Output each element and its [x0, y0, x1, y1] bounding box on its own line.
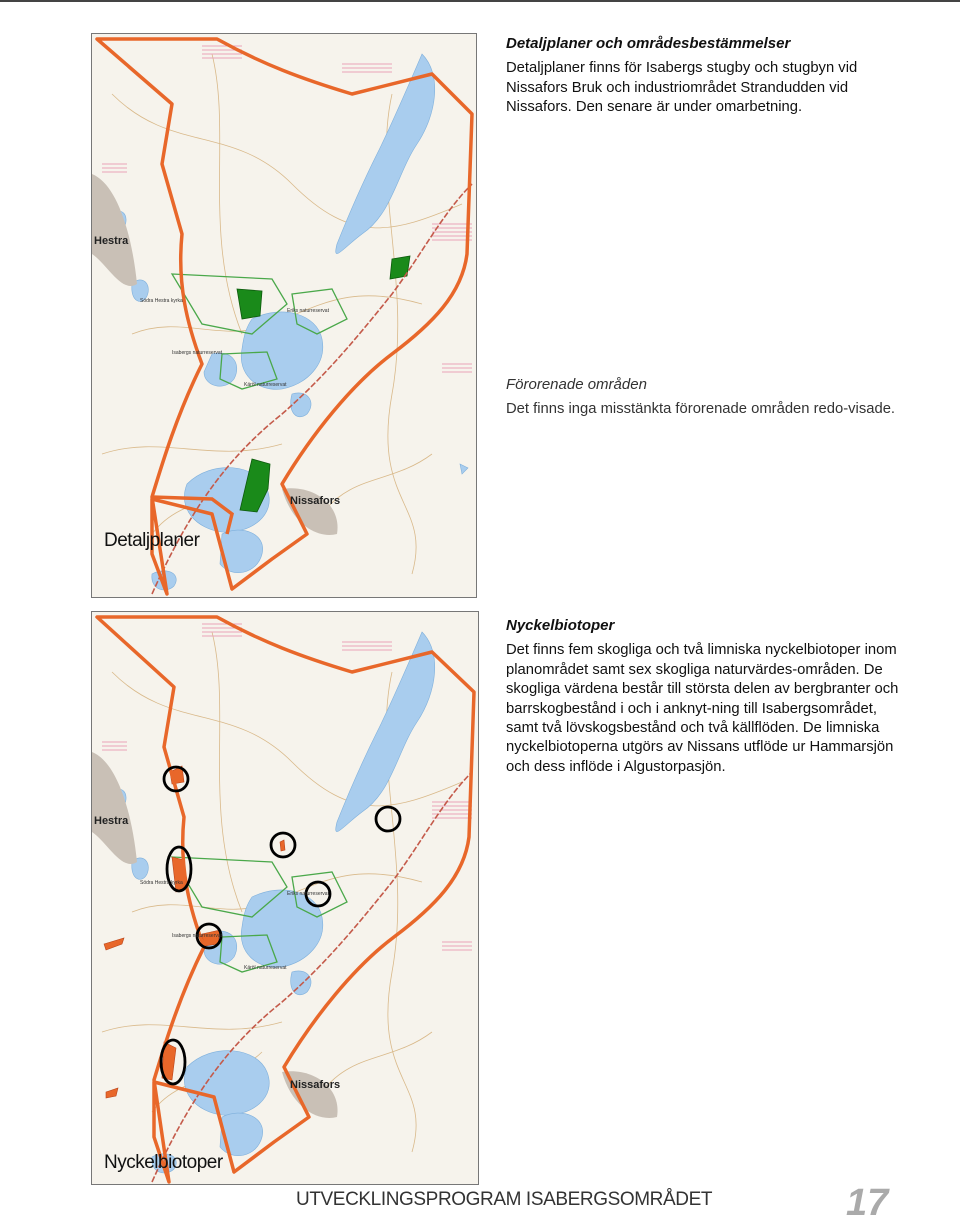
- map-top-label-karol: Käröl naturreservat: [244, 382, 287, 388]
- section-detaljplaner-body: Detaljplaner finns för Isabergs stugby och stugbyn vid Nissafors Bruk och industriområdet Strandudden vid Nissafors. Den senare är under omarbetning.: [506, 60, 858, 116]
- map-top-label-hestra: Hestra: [94, 235, 129, 247]
- section-nyckelbiotoper: [506, 616, 906, 777]
- map-nyckelbiotoper: [91, 611, 479, 1185]
- map-bottom-label-hestra: Hestra: [94, 815, 129, 827]
- map-detaljplaner-graphic: [92, 34, 476, 597]
- footer-title: UTVECKLINGSPROGRAM ISABERGSOMRÅDET: [296, 1189, 713, 1210]
- map-bottom-label-eriks: Eriks naturreservat: [287, 891, 329, 897]
- map-top-label-eriks: Eriks naturreservat: [287, 308, 329, 314]
- section-fororenade-heading: Förorenade områden: [506, 376, 647, 393]
- section-detaljplaner-heading: Detaljplaner och områdesbestämmelser: [506, 35, 791, 52]
- map-nyckelbiotoper-caption: Nyckelbiotoper: [104, 1152, 223, 1173]
- section-detaljplaner: [506, 34, 906, 118]
- map-bottom-label-isaberg: Isabergs naturreservat: [172, 933, 223, 939]
- map-bottom-label-karol: Käröl naturreservat: [244, 965, 287, 971]
- section-fororenade: [506, 375, 906, 420]
- map-detaljplaner: [91, 33, 477, 598]
- map-top-label-isaberg: Isabergs naturreservat: [172, 350, 223, 356]
- map-detaljplaner-caption: Detaljplaner: [104, 530, 200, 551]
- top-rule: [0, 0, 960, 2]
- section-nyckelbiotoper-body: Det finns fem skogliga och två limniska nyckelbiotoper inom planområdet samt sex skogliga naturvärdes-områden. De skogliga värdena består till största delen av bergbranter och barrskogbestånd i och i anknyt-ning till Isabergsområdet, samt två lövskogsbestånd och två källflöden. De limniska nyckelbiotoperna utgörs av Nissans utflöde ur Hammarsjön och dess inflöde i Algustorpasjön.: [506, 642, 899, 775]
- map-nyckelbiotoper-graphic: [92, 612, 478, 1184]
- map-top-label-kyrka: Södra Hestra kyrka: [140, 298, 183, 304]
- page-number: 17: [846, 1182, 889, 1224]
- map-top-label-nissafors: Nissafors: [290, 495, 341, 507]
- map-bottom-label-kyrka: Södra Hestra kyrka: [140, 880, 183, 886]
- section-fororenade-body: Det finns inga misstänkta förorenade områden redo-visade.: [506, 401, 896, 418]
- section-nyckelbiotoper-heading: Nyckelbiotoper: [506, 617, 615, 634]
- map-bottom-label-nissafors: Nissafors: [290, 1079, 341, 1091]
